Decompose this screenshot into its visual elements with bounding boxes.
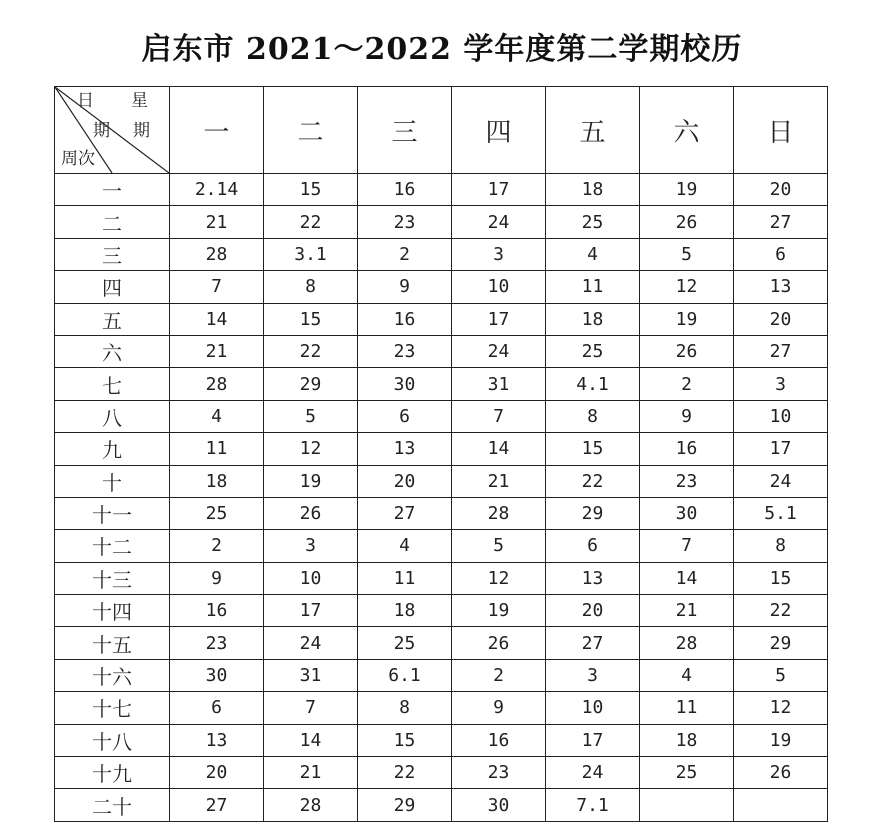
date-cell: 23 xyxy=(640,465,734,497)
table-row xyxy=(55,400,828,432)
date-cell: 7.1 xyxy=(546,789,640,821)
date-cell: 28 xyxy=(170,238,264,270)
date-cell: 23 xyxy=(170,627,264,659)
date-cell: 4 xyxy=(170,400,264,432)
table-row xyxy=(55,497,828,529)
date-cell: 17 xyxy=(264,595,358,627)
date-cell: 15 xyxy=(264,303,358,335)
date-cell: 26 xyxy=(734,757,828,789)
date-cell: 4 xyxy=(358,530,452,562)
date-cell: 16 xyxy=(358,303,452,335)
date-cell: 21 xyxy=(170,206,264,238)
table-row xyxy=(55,659,828,691)
date-cell: 25 xyxy=(546,206,640,238)
date-cell: 20 xyxy=(734,303,828,335)
date-cell: 2.14 xyxy=(170,174,264,206)
date-cell: 31 xyxy=(452,368,546,400)
date-cell: 16 xyxy=(358,174,452,206)
day-header-sun: 日 xyxy=(734,87,828,174)
date-cell: 11 xyxy=(546,271,640,303)
date-cell: 27 xyxy=(546,627,640,659)
corner-label-ri: 日 xyxy=(77,91,94,111)
date-cell: 6 xyxy=(170,692,264,724)
date-cell xyxy=(734,789,828,821)
date-cell: 17 xyxy=(452,303,546,335)
table-row xyxy=(55,724,828,756)
week-number-cell: 十 xyxy=(55,465,170,497)
table-row xyxy=(55,174,828,206)
date-cell: 6 xyxy=(358,400,452,432)
date-cell: 28 xyxy=(170,368,264,400)
week-number-cell: 七 xyxy=(55,368,170,400)
table-row xyxy=(55,789,828,821)
date-cell: 3 xyxy=(264,530,358,562)
corner-label-xing: 星 xyxy=(131,91,148,111)
week-number-cell: 六 xyxy=(55,335,170,367)
date-cell: 19 xyxy=(452,595,546,627)
date-cell: 17 xyxy=(734,433,828,465)
table-row xyxy=(55,562,828,594)
date-cell: 19 xyxy=(640,303,734,335)
date-cell: 4 xyxy=(640,659,734,691)
date-cell: 28 xyxy=(452,497,546,529)
table-row xyxy=(55,627,828,659)
date-cell: 26 xyxy=(640,206,734,238)
date-cell: 22 xyxy=(264,206,358,238)
date-cell: 13 xyxy=(358,433,452,465)
date-cell: 6 xyxy=(734,238,828,270)
week-number-cell: 十二 xyxy=(55,530,170,562)
date-cell: 5.1 xyxy=(734,497,828,529)
date-cell: 5 xyxy=(734,659,828,691)
date-cell: 16 xyxy=(640,433,734,465)
date-cell: 19 xyxy=(734,724,828,756)
date-cell: 18 xyxy=(170,465,264,497)
table-row xyxy=(55,368,828,400)
week-number-cell: 二十 xyxy=(55,789,170,821)
date-cell: 10 xyxy=(734,400,828,432)
date-cell: 13 xyxy=(546,562,640,594)
date-cell: 18 xyxy=(546,303,640,335)
table-row xyxy=(55,692,828,724)
week-number-cell: 十六 xyxy=(55,659,170,691)
date-cell: 7 xyxy=(170,271,264,303)
school-calendar-table xyxy=(54,86,828,822)
date-cell: 20 xyxy=(358,465,452,497)
date-cell: 26 xyxy=(452,627,546,659)
table-row xyxy=(55,757,828,789)
date-cell: 12 xyxy=(264,433,358,465)
date-cell: 22 xyxy=(264,335,358,367)
table-row xyxy=(55,530,828,562)
date-cell: 9 xyxy=(452,692,546,724)
table-row xyxy=(55,433,828,465)
date-cell: 26 xyxy=(264,497,358,529)
date-cell: 18 xyxy=(358,595,452,627)
date-cell: 2 xyxy=(452,659,546,691)
date-cell: 19 xyxy=(640,174,734,206)
date-cell: 24 xyxy=(452,206,546,238)
date-cell: 15 xyxy=(734,562,828,594)
date-cell: 9 xyxy=(170,562,264,594)
week-number-cell: 十八 xyxy=(55,724,170,756)
date-cell: 3 xyxy=(452,238,546,270)
date-cell: 2 xyxy=(640,368,734,400)
date-cell: 25 xyxy=(358,627,452,659)
week-number-cell: 三 xyxy=(55,238,170,270)
date-cell: 15 xyxy=(546,433,640,465)
date-cell: 16 xyxy=(452,724,546,756)
day-header-mon: 一 xyxy=(170,87,264,174)
page-title: 启东市 2021～2022 学年度第二学期校历 xyxy=(141,32,743,67)
date-cell: 17 xyxy=(546,724,640,756)
table-row xyxy=(55,206,828,238)
date-cell: 27 xyxy=(734,335,828,367)
date-cell: 19 xyxy=(264,465,358,497)
day-header-thu: 四 xyxy=(452,87,546,174)
date-cell: 21 xyxy=(452,465,546,497)
day-header-tue: 二 xyxy=(264,87,358,174)
date-cell: 18 xyxy=(640,724,734,756)
date-cell: 24 xyxy=(546,757,640,789)
date-cell: 3 xyxy=(734,368,828,400)
date-cell: 17 xyxy=(452,174,546,206)
date-cell: 27 xyxy=(358,497,452,529)
week-number-cell: 四 xyxy=(55,271,170,303)
corner-label-qi-left: 期 xyxy=(93,121,110,141)
date-cell: 24 xyxy=(264,627,358,659)
date-cell: 20 xyxy=(734,174,828,206)
date-cell: 27 xyxy=(734,206,828,238)
date-cell: 21 xyxy=(640,595,734,627)
date-cell: 15 xyxy=(264,174,358,206)
date-cell: 4.1 xyxy=(546,368,640,400)
date-cell: 5 xyxy=(640,238,734,270)
date-cell: 24 xyxy=(734,465,828,497)
date-cell: 10 xyxy=(264,562,358,594)
date-cell: 28 xyxy=(264,789,358,821)
date-cell: 25 xyxy=(170,497,264,529)
date-cell: 28 xyxy=(640,627,734,659)
date-cell: 13 xyxy=(734,271,828,303)
date-cell: 14 xyxy=(640,562,734,594)
date-cell: 23 xyxy=(452,757,546,789)
week-number-cell: 五 xyxy=(55,303,170,335)
date-cell: 21 xyxy=(264,757,358,789)
week-number-cell: 九 xyxy=(55,433,170,465)
date-cell: 3 xyxy=(546,659,640,691)
corner-label-zhouci: 周次 xyxy=(61,149,95,169)
date-cell: 4 xyxy=(546,238,640,270)
date-cell: 11 xyxy=(358,562,452,594)
week-number-cell: 八 xyxy=(55,400,170,432)
date-cell: 14 xyxy=(170,303,264,335)
week-number-cell: 十三 xyxy=(55,562,170,594)
date-cell: 18 xyxy=(546,174,640,206)
date-cell: 3.1 xyxy=(264,238,358,270)
date-cell: 23 xyxy=(358,206,452,238)
date-cell: 13 xyxy=(170,724,264,756)
week-number-cell: 十五 xyxy=(55,627,170,659)
date-cell: 25 xyxy=(640,757,734,789)
week-number-cell: 十一 xyxy=(55,497,170,529)
date-cell: 12 xyxy=(640,271,734,303)
date-cell: 31 xyxy=(264,659,358,691)
date-cell: 11 xyxy=(170,433,264,465)
date-cell: 14 xyxy=(452,433,546,465)
header-row xyxy=(55,87,828,174)
week-number-cell: 十九 xyxy=(55,757,170,789)
date-cell: 2 xyxy=(170,530,264,562)
table-row xyxy=(55,335,828,367)
date-cell: 7 xyxy=(640,530,734,562)
date-cell: 8 xyxy=(546,400,640,432)
date-cell: 22 xyxy=(734,595,828,627)
date-cell: 11 xyxy=(640,692,734,724)
date-cell: 16 xyxy=(170,595,264,627)
table-row xyxy=(55,303,828,335)
date-cell: 30 xyxy=(170,659,264,691)
date-cell: 20 xyxy=(546,595,640,627)
week-number-cell: 十七 xyxy=(55,692,170,724)
date-cell: 7 xyxy=(264,692,358,724)
date-cell: 7 xyxy=(452,400,546,432)
date-cell: 2 xyxy=(358,238,452,270)
day-header-fri: 五 xyxy=(546,87,640,174)
date-cell: 30 xyxy=(452,789,546,821)
date-cell: 27 xyxy=(170,789,264,821)
day-header-sat: 六 xyxy=(640,87,734,174)
date-cell: 9 xyxy=(640,400,734,432)
date-cell: 29 xyxy=(734,627,828,659)
date-cell: 20 xyxy=(170,757,264,789)
date-cell: 6.1 xyxy=(358,659,452,691)
date-cell: 15 xyxy=(358,724,452,756)
date-cell: 26 xyxy=(640,335,734,367)
date-cell: 5 xyxy=(264,400,358,432)
date-cell: 29 xyxy=(264,368,358,400)
corner-label-qi-right: 期 xyxy=(133,121,150,141)
date-cell: 6 xyxy=(546,530,640,562)
date-cell: 24 xyxy=(452,335,546,367)
date-cell: 10 xyxy=(452,271,546,303)
date-cell: 30 xyxy=(640,497,734,529)
date-cell: 10 xyxy=(546,692,640,724)
date-cell: 30 xyxy=(358,368,452,400)
date-cell: 14 xyxy=(264,724,358,756)
date-cell: 23 xyxy=(358,335,452,367)
date-cell: 29 xyxy=(546,497,640,529)
day-header-wed: 三 xyxy=(358,87,452,174)
table-row xyxy=(55,238,828,270)
date-cell: 22 xyxy=(546,465,640,497)
date-cell: 12 xyxy=(452,562,546,594)
date-cell: 12 xyxy=(734,692,828,724)
week-number-cell: 一 xyxy=(55,174,170,206)
week-number-cell: 二 xyxy=(55,206,170,238)
week-number-cell: 十四 xyxy=(55,595,170,627)
date-cell: 8 xyxy=(358,692,452,724)
date-cell: 29 xyxy=(358,789,452,821)
date-cell: 25 xyxy=(546,335,640,367)
date-cell xyxy=(640,789,734,821)
corner-header-cell xyxy=(55,87,170,174)
date-cell: 8 xyxy=(264,271,358,303)
date-cell: 9 xyxy=(358,271,452,303)
table-row xyxy=(55,271,828,303)
date-cell: 5 xyxy=(452,530,546,562)
date-cell: 8 xyxy=(734,530,828,562)
table-row xyxy=(55,465,828,497)
date-cell: 21 xyxy=(170,335,264,367)
table-row xyxy=(55,595,828,627)
date-cell: 22 xyxy=(358,757,452,789)
